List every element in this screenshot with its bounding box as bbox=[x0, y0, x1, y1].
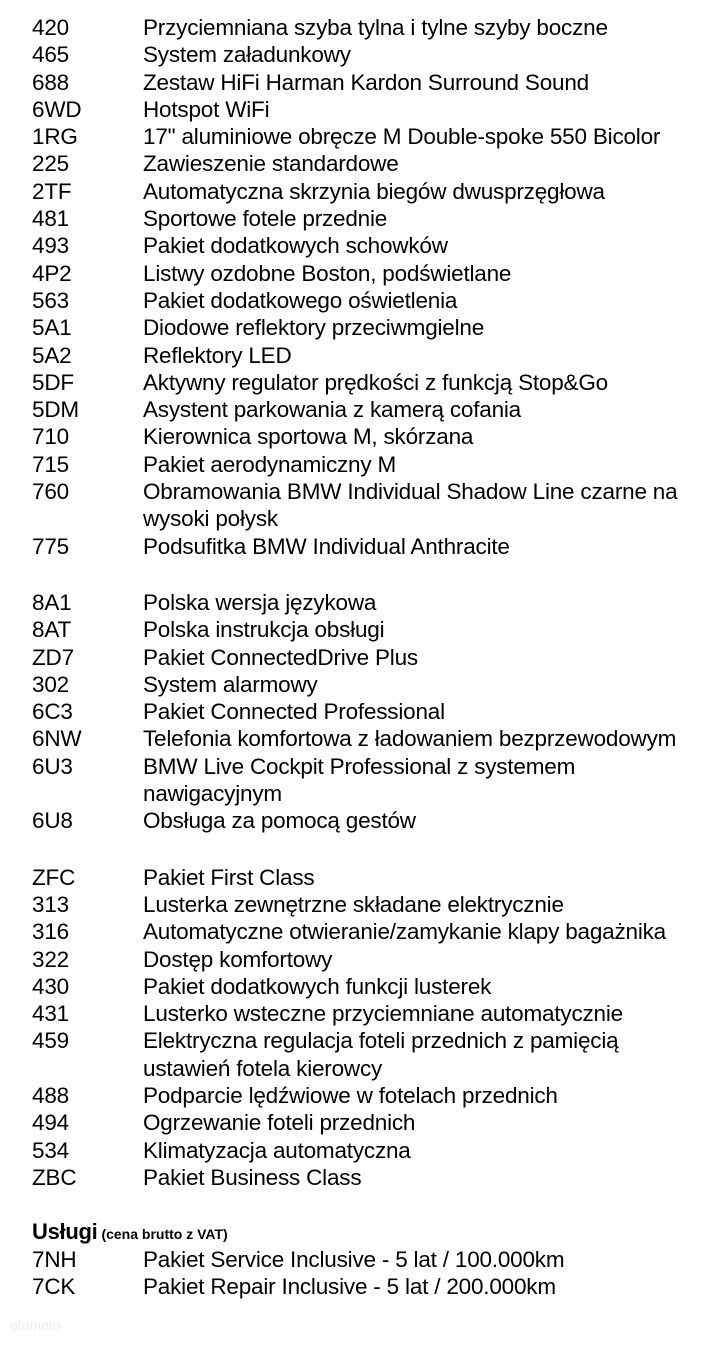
option-code: 6WD bbox=[32, 96, 82, 122]
option-code: ZD7 bbox=[32, 644, 74, 670]
option-description: Polska instrukcja obsługi bbox=[143, 617, 385, 643]
option-description: Reflektory LED bbox=[143, 342, 292, 368]
option-row bbox=[0, 1246, 724, 1273]
option-row bbox=[0, 14, 724, 41]
option-code: 488 bbox=[32, 1082, 69, 1108]
option-row bbox=[0, 369, 724, 396]
option-row bbox=[0, 260, 724, 287]
option-description: BMW Live Cockpit Professional z systemem nawigacyjnym bbox=[143, 753, 576, 807]
option-description: Listwy ozdobne Boston, podświetlane bbox=[143, 260, 512, 286]
option-description: Podparcie lędźwiowe w fotelach przednich bbox=[143, 1082, 558, 1108]
option-row bbox=[0, 1273, 724, 1300]
option-code: 688 bbox=[32, 69, 69, 95]
option-description: Obramowania BMW Individual Shadow Line czarne na wysoki połysk bbox=[143, 479, 678, 532]
option-row bbox=[0, 533, 724, 560]
watermark-logo: otomoto bbox=[10, 1317, 61, 1333]
option-code: 5DM bbox=[32, 397, 79, 423]
option-code: 6C3 bbox=[32, 699, 73, 725]
option-description: Automatyczne otwieranie/zamykanie klapy bagażnika bbox=[143, 919, 666, 945]
option-code: 6NW bbox=[32, 726, 82, 752]
option-row bbox=[0, 753, 724, 808]
option-row bbox=[0, 1164, 724, 1191]
option-code: 5A1 bbox=[32, 315, 72, 341]
option-code: 775 bbox=[32, 533, 69, 559]
option-row bbox=[0, 96, 724, 123]
option-row bbox=[0, 69, 724, 96]
option-description: Telefonia komfortowa z ładowaniem bezprzewodowym bbox=[143, 726, 677, 752]
option-code: 7CK bbox=[32, 1274, 76, 1300]
option-row bbox=[0, 918, 724, 945]
equipment-group-1 bbox=[0, 14, 724, 560]
option-code: 494 bbox=[32, 1110, 69, 1136]
option-row bbox=[0, 314, 724, 341]
option-description: Lusterka zewnętrzne składane elektrycznie bbox=[143, 891, 564, 917]
option-description: Pakiet dodatkowych schowków bbox=[143, 233, 448, 259]
option-row bbox=[0, 864, 724, 891]
option-code: 5A2 bbox=[32, 342, 72, 368]
option-row bbox=[0, 232, 724, 259]
option-code: 1RG bbox=[32, 124, 78, 150]
option-description: Elektryczna regulacja foteli przednich z pamięcią ustawień fotela kierowcy bbox=[143, 1028, 619, 1081]
services-list bbox=[0, 1246, 724, 1301]
option-code: 8A1 bbox=[32, 589, 72, 615]
option-description: Pakiet ConnectedDrive Plus bbox=[143, 644, 418, 670]
option-description: System załadunkowy bbox=[143, 42, 351, 68]
option-code: 493 bbox=[32, 233, 69, 259]
option-row bbox=[0, 807, 724, 834]
option-description: Pakiet dodatkowego oświetlenia bbox=[143, 287, 458, 313]
option-description: Sportowe fotele przednie bbox=[143, 206, 388, 232]
option-code: 715 bbox=[32, 451, 69, 477]
option-row bbox=[0, 1137, 724, 1164]
option-row bbox=[0, 973, 724, 1000]
option-description: Ogrzewanie foteli przednich bbox=[143, 1110, 416, 1136]
option-row bbox=[0, 616, 724, 643]
option-description: Polska wersja językowa bbox=[143, 589, 377, 615]
option-description: Zawieszenie standardowe bbox=[143, 151, 399, 177]
equipment-group-3 bbox=[0, 864, 724, 1192]
option-description: Asystent parkowania z kamerą cofania bbox=[143, 397, 521, 423]
option-description: Aktywny regulator prędkości z funkcją Stop&Go bbox=[143, 369, 608, 395]
option-code: 6U3 bbox=[32, 753, 73, 779]
option-code: ZFC bbox=[32, 864, 76, 890]
option-description: Pakiet Connected Professional bbox=[143, 699, 445, 725]
option-description: Pakiet aerodynamiczny M bbox=[143, 451, 397, 477]
option-row bbox=[0, 342, 724, 369]
option-row bbox=[0, 178, 724, 205]
option-row bbox=[0, 205, 724, 232]
option-code: 710 bbox=[32, 424, 69, 450]
option-row bbox=[0, 946, 724, 973]
option-code: 420 bbox=[32, 15, 69, 40]
option-description: Pakiet Service Inclusive - 5 lat / 100.000km bbox=[143, 1247, 565, 1273]
option-code: 465 bbox=[32, 42, 69, 68]
option-code: 431 bbox=[32, 1001, 69, 1027]
option-row bbox=[0, 1082, 724, 1109]
option-description: 17" aluminiowe obręcze M Double-spoke 550 Bicolor bbox=[143, 124, 661, 150]
option-code: 481 bbox=[32, 206, 69, 232]
option-row bbox=[0, 1000, 724, 1027]
option-row bbox=[0, 150, 724, 177]
option-row bbox=[0, 396, 724, 423]
option-row bbox=[0, 1027, 724, 1082]
option-code: ZBC bbox=[32, 1164, 77, 1190]
option-row bbox=[0, 451, 724, 478]
option-description: Obsługa za pomocą gestów bbox=[143, 808, 416, 834]
option-row bbox=[0, 671, 724, 698]
option-code: 534 bbox=[32, 1137, 69, 1163]
option-row bbox=[0, 41, 724, 68]
equipment-document bbox=[0, 14, 724, 1301]
services-subtitle: (cena brutto z VAT) bbox=[101, 1226, 228, 1243]
option-description: Hotspot WiFi bbox=[143, 96, 270, 122]
option-row bbox=[0, 644, 724, 671]
equipment-group-2 bbox=[0, 589, 724, 835]
option-description: Podsufitka BMW Individual Anthracite bbox=[143, 533, 510, 559]
option-code: 302 bbox=[32, 671, 69, 697]
option-description: Przyciemniana szyba tylna i tylne szyby boczne bbox=[143, 15, 608, 40]
option-description: Zestaw HiFi Harman Kardon Surround Sound bbox=[143, 69, 589, 95]
option-description: Pakiet dodatkowych funkcji lusterek bbox=[143, 973, 492, 999]
option-description: Pakiet Repair Inclusive - 5 lat / 200.000km bbox=[143, 1274, 556, 1300]
group-spacer bbox=[0, 835, 724, 864]
option-code: 760 bbox=[32, 479, 69, 505]
option-description: Dostęp komfortowy bbox=[143, 946, 333, 972]
option-code: 563 bbox=[32, 287, 69, 313]
option-row bbox=[0, 287, 724, 314]
option-code: 4P2 bbox=[32, 260, 72, 286]
option-description: Pakiet Business Class bbox=[143, 1164, 362, 1190]
services-heading bbox=[0, 1219, 724, 1246]
option-code: 313 bbox=[32, 891, 69, 917]
services-title: Usługi bbox=[32, 1219, 98, 1245]
option-row bbox=[0, 698, 724, 725]
option-code: 6U8 bbox=[32, 808, 73, 834]
option-row bbox=[0, 1109, 724, 1136]
option-code: 322 bbox=[32, 946, 69, 972]
option-row bbox=[0, 589, 724, 616]
group-spacer bbox=[0, 560, 724, 589]
option-row bbox=[0, 725, 724, 752]
option-code: 5DF bbox=[32, 369, 74, 395]
option-description: Pakiet First Class bbox=[143, 864, 315, 890]
group-spacer bbox=[0, 1191, 724, 1219]
option-description: Lusterko wsteczne przyciemniane automatycznie bbox=[143, 1001, 623, 1027]
option-code: 7NH bbox=[32, 1247, 77, 1273]
option-code: 459 bbox=[32, 1028, 69, 1054]
option-row bbox=[0, 891, 724, 918]
option-row bbox=[0, 478, 724, 533]
option-description: System alarmowy bbox=[143, 671, 318, 697]
option-row bbox=[0, 423, 724, 450]
option-code: 2TF bbox=[32, 178, 72, 204]
option-code: 316 bbox=[32, 919, 69, 945]
option-code: 430 bbox=[32, 973, 69, 999]
option-description: Klimatyzacja automatyczna bbox=[143, 1137, 411, 1163]
option-description: Automatyczna skrzynia biegów dwusprzęgłowa bbox=[143, 178, 605, 204]
option-code: 225 bbox=[32, 151, 69, 177]
option-description: Diodowe reflektory przeciwmgielne bbox=[143, 315, 485, 341]
option-description: Kierownica sportowa M, skórzana bbox=[143, 424, 474, 450]
option-row bbox=[0, 123, 724, 150]
option-code: 8AT bbox=[32, 617, 71, 643]
